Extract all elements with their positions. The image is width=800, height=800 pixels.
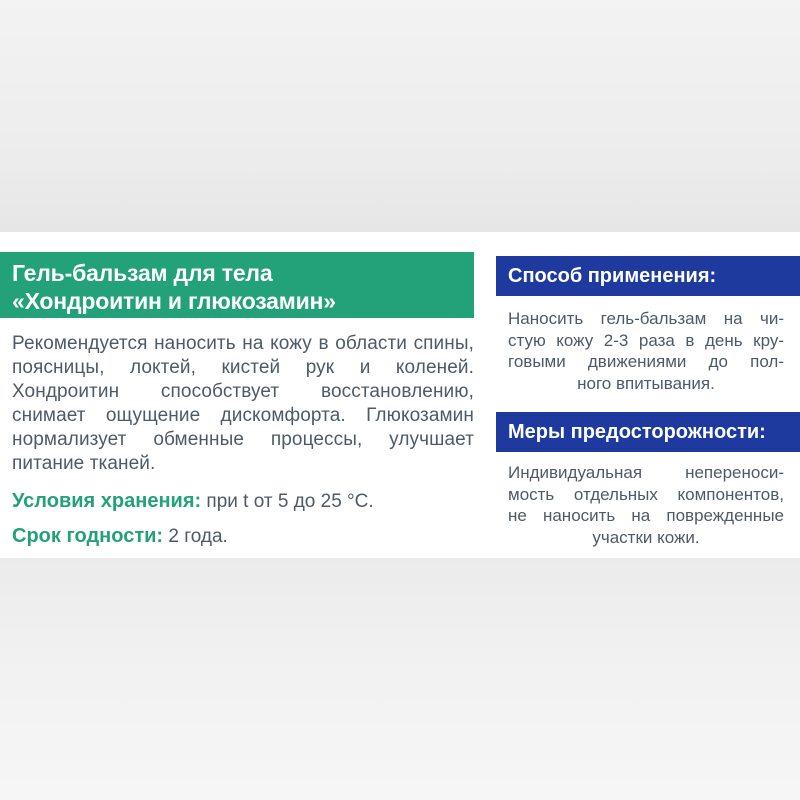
package-bottom-background (0, 558, 800, 800)
product-description: Рекомендуется наносить на кожу в области спины, поясницы, локтей, кистей рук и коленей. Хондроитин способствует восстановлению, снимает ощущение дискомфорта. Глюкозамин нормализует обменные процессы, улучшает питание тканей. (12, 333, 474, 474)
product-title-banner (0, 252, 474, 318)
precautions-line: участки кожи. (592, 527, 700, 547)
precautions-text (508, 462, 784, 548)
product-label-panel (0, 232, 800, 558)
package-top-background (0, 0, 800, 232)
application-line: говыми движениями до пол- (508, 352, 784, 371)
shelf-life-value: 2 года. (163, 526, 228, 547)
storage-conditions (12, 489, 482, 514)
application-line: ного впитывания. (577, 373, 715, 393)
precautions-line: мость отдельных компонентов, (508, 484, 784, 504)
storage-conditions-label: Условия хранения: (12, 490, 202, 512)
application-line: стую кожу 2-3 раза в день кру- (508, 330, 784, 350)
product-title-line1: Гель-бальзам для тела (12, 260, 273, 286)
shelf-life-label: Срок годности: (12, 525, 164, 547)
application-text (508, 308, 784, 394)
precautions-heading: Меры предосторожности: (496, 412, 800, 452)
precautions-line: не наносить на поврежденные (508, 506, 784, 525)
shelf-life (12, 524, 482, 549)
precautions-line: Индивидуальная непереноси- (508, 463, 784, 482)
application-line: Наносить гель-бальзам на чи- (508, 309, 784, 328)
storage-conditions-value: при t от 5 до 25 °С. (201, 491, 374, 512)
product-title-line2: «Хондроитин и глюкозамин» (12, 288, 336, 314)
application-heading: Способ применения: (496, 256, 800, 296)
